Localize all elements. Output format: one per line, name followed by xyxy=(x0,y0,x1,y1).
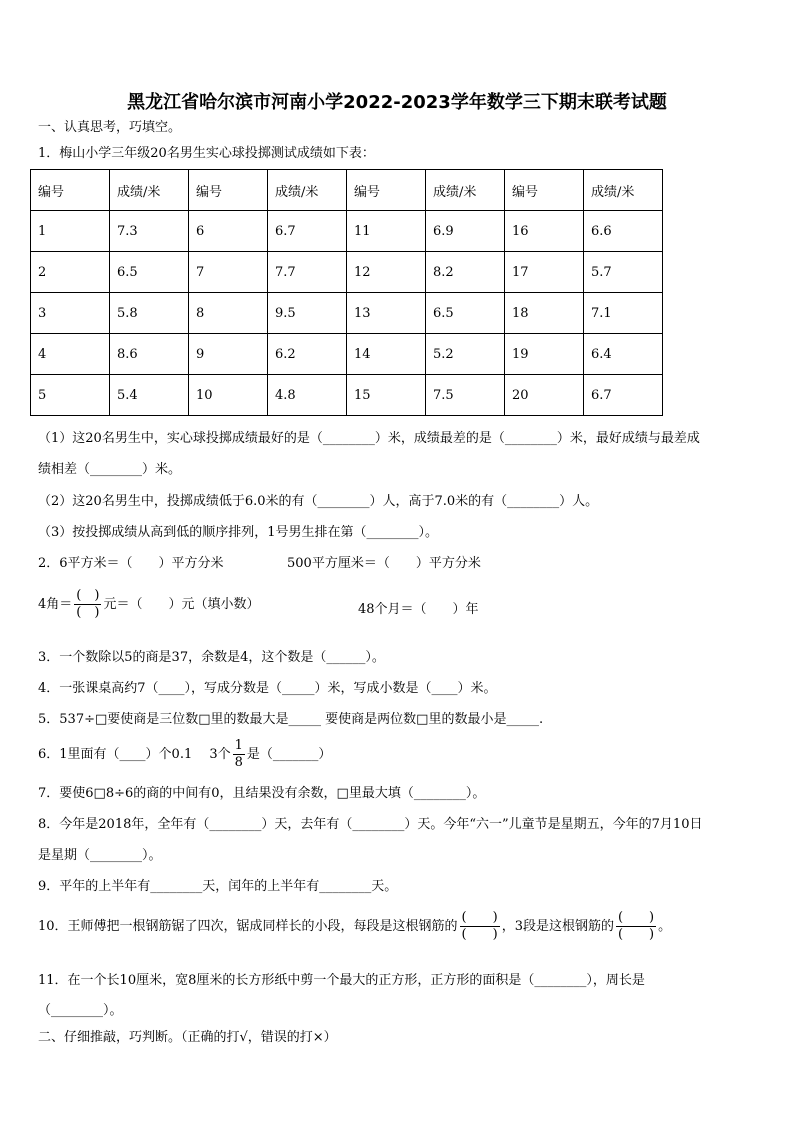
table-cell: 1 xyxy=(31,211,110,252)
table-cell: 4.8 xyxy=(268,375,347,416)
table-cell: 6.6 xyxy=(584,211,663,252)
question-2-line-1b: 500平方厘米＝（ ）平方分米 xyxy=(287,556,481,571)
question-10 xyxy=(38,910,671,943)
header-cell: 成绩/米 xyxy=(426,170,505,211)
q10-prefix: 10．王师傅把一根钢筋锯了四次，锯成同样长的小段，每段是这根钢筋的 xyxy=(38,919,458,934)
table-cell: 6.5 xyxy=(426,293,505,334)
table-cell: 12 xyxy=(347,252,426,293)
question-1-intro: 1．梅山小学三年级20名男生实心球投掷测试成绩如下表： xyxy=(38,146,375,161)
fraction-denominator: ( ) xyxy=(617,927,655,942)
question-11-line-1: 11．在一个长10厘米，宽8厘米的长方形纸中剪一个最大的正方形，正方形的面积是（________），周长是 xyxy=(38,973,645,988)
fraction xyxy=(460,910,500,943)
table-cell: 7 xyxy=(189,252,268,293)
score-table xyxy=(30,169,663,416)
table-cell: 9 xyxy=(189,334,268,375)
table-cell: 6.7 xyxy=(268,211,347,252)
question-3: 3．一个数除以5的商是37，余数是4，这个数是（______）。 xyxy=(38,650,385,665)
fraction-denominator: ( ) xyxy=(461,927,498,942)
fraction-denominator: ( ) xyxy=(76,605,100,620)
fraction-numerator: ( ) xyxy=(461,910,498,925)
table-row xyxy=(31,211,663,252)
header-cell: 编号 xyxy=(505,170,584,211)
header-cell: 成绩/米 xyxy=(268,170,347,211)
table-cell: 16 xyxy=(505,211,584,252)
header-cell: 成绩/米 xyxy=(110,170,189,211)
table-cell: 2 xyxy=(31,252,110,293)
table-cell: 4 xyxy=(31,334,110,375)
table-cell: 6.7 xyxy=(584,375,663,416)
section-heading-2: 二、仔细推敲，巧判断。（正确的打√，错误的打×） xyxy=(38,1030,337,1045)
table-cell: 6.4 xyxy=(584,334,663,375)
question-2-line-2 xyxy=(38,588,259,621)
table-cell: 5.2 xyxy=(426,334,505,375)
table-cell: 6.2 xyxy=(268,334,347,375)
question-1-part-1-line-2: 绩相差（________）米。 xyxy=(38,462,182,477)
table-cell: 20 xyxy=(505,375,584,416)
table-row xyxy=(31,252,663,293)
table-cell: 7.5 xyxy=(426,375,505,416)
question-8-line-2: 是星期（________）。 xyxy=(38,848,162,863)
q6-suffix: 是（_______） xyxy=(246,747,332,762)
table-cell: 8.2 xyxy=(426,252,505,293)
q2-prefix: 4角＝ xyxy=(38,597,73,612)
page-title: 黑龙江省哈尔滨市河南小学2022-2023学年数学三下期末联考试题 xyxy=(127,92,667,113)
fraction-denominator: 8 xyxy=(234,755,243,770)
question-1-part-2: （2）这20名男生中，投掷成绩低于6.0米的有（________）人，高于7.0米的有（________）人。 xyxy=(38,494,599,509)
fraction xyxy=(233,738,245,771)
fraction xyxy=(616,910,656,943)
section-heading-1: 一、认真思考，巧填空。 xyxy=(38,120,182,135)
question-1-part-3: （3）按投掷成绩从高到低的顺序排列，1号男生排在第（________）。 xyxy=(38,525,439,540)
table-cell: 6.9 xyxy=(426,211,505,252)
q6-prefix: 6．1里面有（____）个0.1 3个 xyxy=(38,747,231,762)
table-cell: 13 xyxy=(347,293,426,334)
q10-mid: ，3段是这根钢筋的 xyxy=(501,919,614,934)
table-cell: 8.6 xyxy=(110,334,189,375)
table-cell: 5.8 xyxy=(110,293,189,334)
header-cell: 编号 xyxy=(347,170,426,211)
header-cell: 编号 xyxy=(31,170,110,211)
question-2-line-2b: 48个月＝（ ）年 xyxy=(358,602,479,617)
fraction-numerator: 1 xyxy=(234,738,243,753)
table-cell: 7.7 xyxy=(268,252,347,293)
table-cell: 10 xyxy=(189,375,268,416)
fraction-numerator: ( ) xyxy=(76,588,100,603)
table-cell: 14 xyxy=(347,334,426,375)
q10-suffix: 。 xyxy=(658,919,672,934)
table-row xyxy=(31,375,663,416)
table-cell: 5 xyxy=(31,375,110,416)
question-4: 4．一张课桌高约7（____），写成分数是（_____）米，写成小数是（____）米。 xyxy=(38,681,497,696)
question-11-line-2: （________）。 xyxy=(38,1003,123,1018)
table-header-row xyxy=(31,170,663,211)
table-cell: 8 xyxy=(189,293,268,334)
table-cell: 18 xyxy=(505,293,584,334)
table-cell: 19 xyxy=(505,334,584,375)
header-cell: 编号 xyxy=(189,170,268,211)
question-8-line-1: 8．今年是2018年，全年有（________）天，去年有（________）天。今年“六一”儿童节是星期五，今年的7月10日 xyxy=(38,817,703,832)
table-cell: 6 xyxy=(189,211,268,252)
q2-mid: 元＝（ ）元（填小数） xyxy=(103,597,260,612)
table-cell: 3 xyxy=(31,293,110,334)
question-6 xyxy=(38,738,331,771)
table-cell: 7.1 xyxy=(584,293,663,334)
table-cell: 7.3 xyxy=(110,211,189,252)
table-cell: 5.7 xyxy=(584,252,663,293)
header-cell: 成绩/米 xyxy=(584,170,663,211)
fraction xyxy=(74,588,101,621)
table-row xyxy=(31,334,663,375)
question-5: 5．537÷□要使商是三位数□里的数最大是_____ 要使商是两位数□里的数最小是_____. xyxy=(38,712,544,727)
table-cell: 15 xyxy=(347,375,426,416)
question-7: 7．要使6□8÷6的商的中间有0，且结果没有余数，□里最大填（________）。 xyxy=(38,786,486,801)
fraction-numerator: ( ) xyxy=(617,910,655,925)
table-cell: 11 xyxy=(347,211,426,252)
table-cell: 5.4 xyxy=(110,375,189,416)
table-row xyxy=(31,293,663,334)
question-9: 9．平年的上半年有________天，闰年的上半年有________天。 xyxy=(38,879,398,894)
table-cell: 17 xyxy=(505,252,584,293)
question-1-part-1-line-1: （1）这20名男生中，实心球投掷成绩最好的是（________）米，成绩最差的是（________）米，最好成绩与最差成 xyxy=(38,431,700,446)
question-2-line-1a: 2．6平方米＝（ ）平方分米 xyxy=(38,556,224,571)
table-cell: 9.5 xyxy=(268,293,347,334)
table-cell: 6.5 xyxy=(110,252,189,293)
